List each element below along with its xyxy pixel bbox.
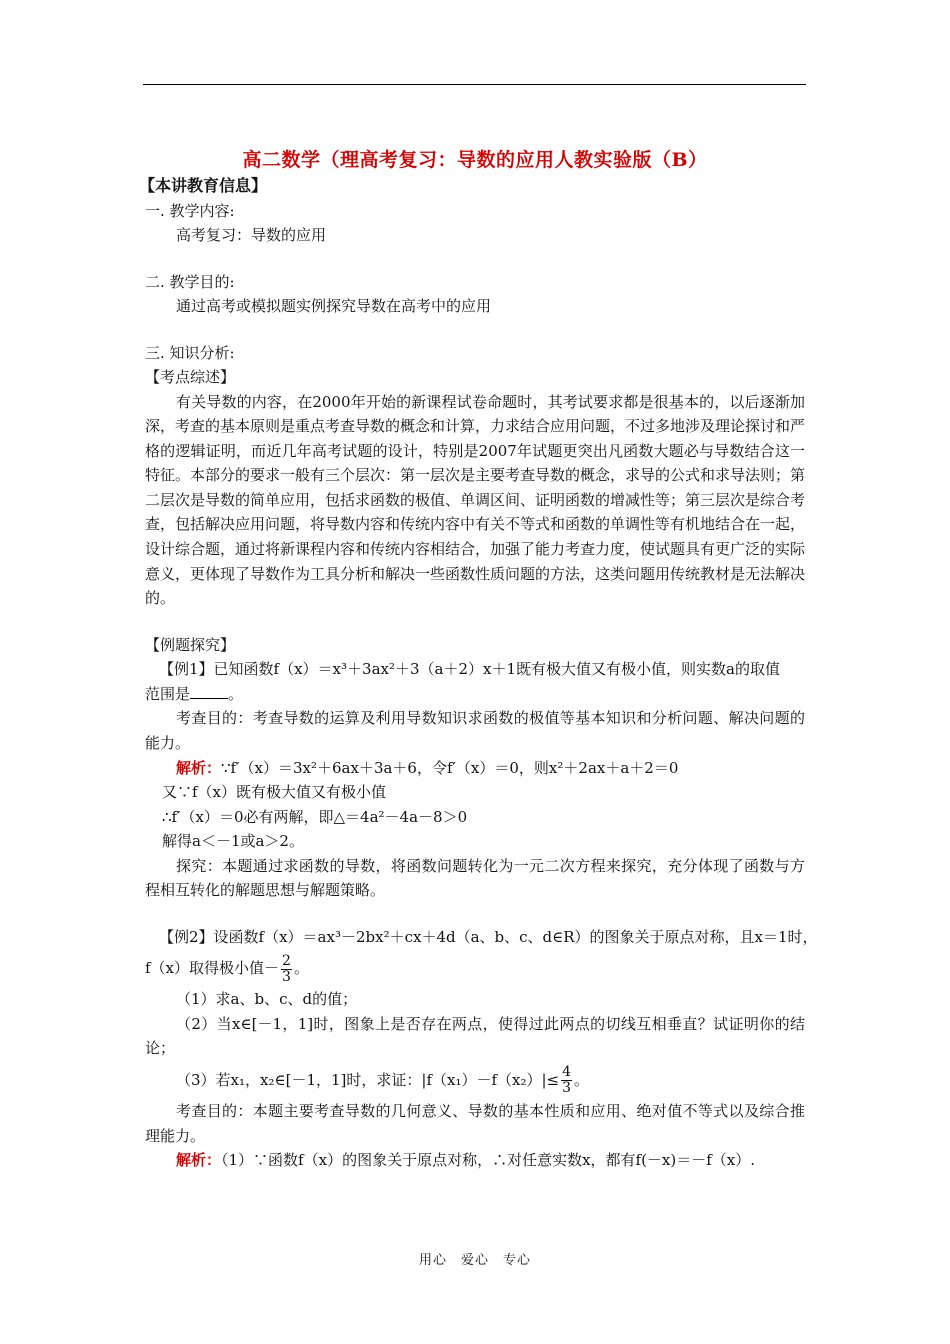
example-1-solution-line: 解得a＜－1或a＞2。: [162, 832, 304, 851]
section-1-heading: 一. 教学内容:: [145, 201, 235, 220]
example-2-question-cont: f（x）取得极小值－ $\frac{2}{3}$ 。: [145, 952, 309, 985]
examples-header: 【例题探究】: [145, 635, 236, 654]
info-header: 【本讲教育信息】: [139, 176, 268, 195]
example-1-question-cont: 范围是 。: [145, 684, 244, 703]
spacer: [145, 611, 805, 633]
page-footer: 用心 爱心 专心: [418, 1253, 531, 1268]
example-1-solution: 解析：∵f′（x）＝3x²＋6ax＋3a＋6，令f′（x）＝0，则x²＋2ax＋a＋2＝0: [176, 758, 679, 777]
example-1-solution-line: ∴f′（x）＝0必有两解，即△＝4a²－4a－8＞0: [162, 807, 468, 826]
solution-label: 解析：: [176, 1151, 222, 1170]
section-2-body: 通过高考或模拟题实例探究导数在高考中的应用: [176, 297, 492, 315]
example-2-part-2: （2）当x∈[－1，1]时，图象上是否存在两点，使得过此两点的切线互相垂直？试证明你的结论；: [145, 1014, 805, 1058]
example-2-label: 【例2】: [159, 927, 214, 946]
example-2-solution: 解析：（1）∵函数f（x）的图象关于原点对称，∴对任意实数x，都有f(－x)＝－f（x）.: [176, 1151, 756, 1170]
example-2-part-1: （1）求a、b、c、d的值；: [176, 990, 358, 1009]
section-3-heading: 三. 知识分析:: [145, 343, 235, 362]
example-1-explore: 探究：本题通过求函数的导数，将函数问题转化为一元二次方程来探究，充分体现了函数与方程相互转化的解题思想与解题策略。: [145, 856, 805, 900]
spacer: [145, 903, 805, 925]
section-2-heading: 二. 教学目的:: [145, 272, 235, 291]
spacer: [145, 248, 805, 270]
fraction: $\frac{4}{3}$: [562, 1064, 572, 1097]
example-2-part-3: （3）若x₁，x₂∈[－1，1]时，求证：|f（x₁）－f（x₂）|≤ $\frac{4}{3}$ 。: [176, 1064, 590, 1097]
solution-label: 解析：: [176, 758, 222, 777]
section-1-body: 高考复习：导数的应用: [176, 226, 327, 244]
overview-paragraph: 有关导数的内容，在2000年开始的新课程试卷命题时，其考试要求都是很基本的，以后逐渐加深，考查的基本原则是重点考查导数的概念和计算，力求结合应用问题，不过多地涉及理论探讨和严格的逻辑证明，而近几年高考试题的设计，特别是2007年试题更突出凡函数大题必与导数结合这一特征。本部分的要求一般有三个层次：第一层次是主要考查导数的概念，求导的公式和求导法则；第二层次是导数的简单应用，包括求函数的极值、单调区间、证明函数的增减性等；第三层次是综合考查，包括解决应用问题，将导数内容和传统内容中有关不等式和函数的单调性等有机地结合在一起，设计综合题，通过将新课程内容和传统内容相结合，加强了能力考查力度，使试题具有更广泛的实际意义，更体现了导数作为工具分析和解决一些函数性质问题的方法，这类问题用传统教材是无法解决的。: [145, 392, 806, 608]
example-1-question: [145, 657, 805, 682]
example-1-label: 【例1】: [159, 660, 214, 679]
example-1-solution-line: 又∵f（x）既有极大值又有极小值: [162, 783, 387, 802]
document-title: 高二数学（理高考复习：导数的应用人教实验版（B）: [242, 149, 708, 171]
example-2-question: 【例2】设函数f（x）＝ax³－2bx²＋cx＋4d（a、b、c、d∈R）的图象关于原点对称，且x＝1时，: [159, 927, 818, 946]
example-1-aim: 考查目的：考查导数的运算及利用导数知识求函数的极值等基本知识和分析问题、解决问题的能力。: [145, 709, 805, 752]
section-3-subheading: 【考点综述】: [145, 368, 236, 386]
example-1-question-text: 已知函数f（x）＝x³＋3ax²＋3（a＋2）x＋1既有极大值又有极小值，则实数a的取值: [213, 660, 780, 679]
spacer: [145, 319, 805, 341]
example-2-aim: 考查目的：本题主要考查导数的几何意义、导数的基本性质和应用、绝对值不等式以及综合推理能力。: [145, 1101, 805, 1145]
header-rule: [143, 84, 806, 85]
answer-blank: [190, 684, 228, 699]
fraction: $\frac{2}{3}$: [282, 952, 291, 985]
document-body: [139, 145, 818, 1173]
